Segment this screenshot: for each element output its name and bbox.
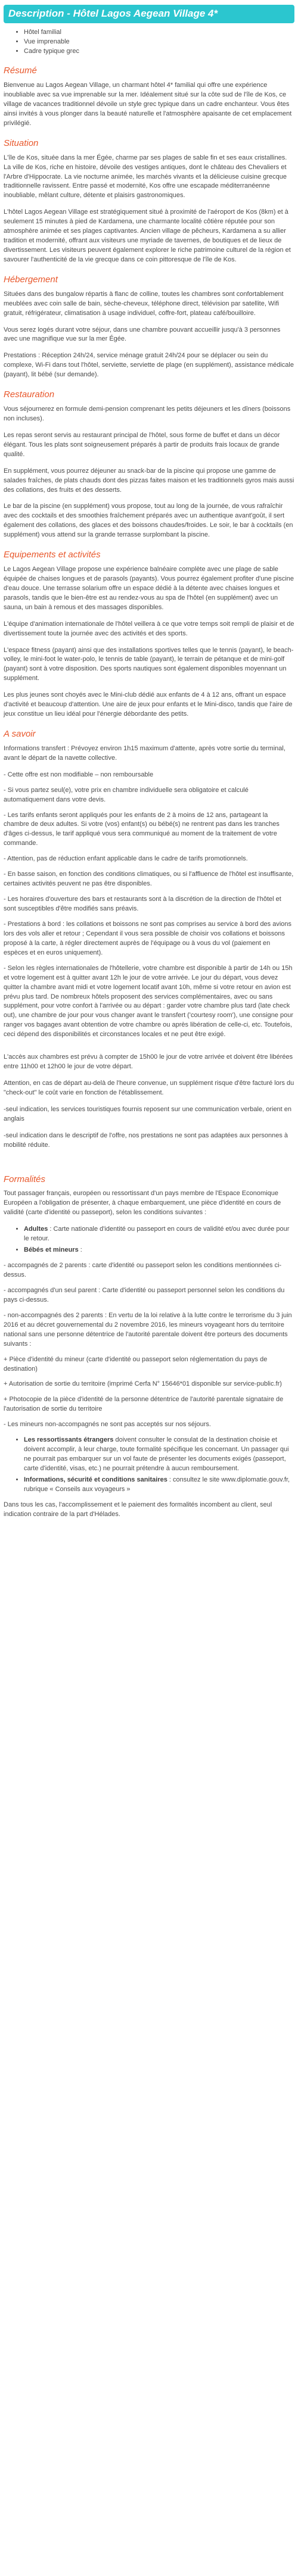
a-savoir-paragraph: -seul indication dans le descriptif de l'offre, nos prestations ne sont pas adaptées aux personnes à mobilité réduite. [4, 1131, 288, 1149]
hebergement-paragraph: Situées dans des bungalow répartis à flanc de colline, toutes les chambres sont confortablement meublées avec coin salle de bain, sèche-cheveux, téléphone direct, télévision par satellite, Wifi gratuit, réfrigérateur, climatisation à usage individuel, coffre-fort, plateau café/bouilloire. [4, 290, 284, 317]
formalites-paragraph: Dans tous les cas, l'accomplissement et le paiement des formalités incombent au client, seul indication contraire de la part d'Hélades. [4, 1501, 272, 1518]
formalites-list [4, 1225, 294, 1255]
section-title-resume: Résumé [4, 66, 37, 76]
page-title: Description - Hôtel Lagos Aegean Village 4* [4, 5, 294, 23]
equipements-paragraph: L'équipe d'animation internationale de l'hôtel veillera à ce que votre temps soit rempli de plaisir et de divertissement toute la journée avec des activités et des sports. [4, 620, 294, 637]
restauration-paragraph: Les repas seront servis au restaurant principal de l'hôtel, sous forme de buffet et dans un décor élégant. Tous les plats sont soigneusement préparés à partir de produits frais locaux de grande qualité. [4, 431, 280, 458]
highlights-list [4, 28, 294, 57]
list-item-lead: Informations, sécurité et conditions sanitaires [24, 1476, 167, 1483]
formalites-list [4, 1436, 294, 1495]
a-savoir-item: - Prestations à bord : les collations et boissons ne sont pas comprises au service à bord des avions lors des vols aller et retour ; Cependant il vous sera possible de choisir vos collations et boissons proposé à la carte, à régler directement auprès de l'équipage ou à vous du vol (paiement en espèces et en euros uniquement). [4, 920, 292, 956]
a-savoir-paragraph: -seul indication, les services touristiques fournis reposent sur une communication verbale, orient en anglais [4, 1105, 292, 1122]
formalites-item: + Photocopie de la pièce d'identité de la personne détentrice de l'autorité parentale signataire de l'autorisation de sortie du territoire [4, 1396, 284, 1413]
equipements-paragraph: Le Lagos Aegean Village propose une expérience balnéaire complète avec une plage de sable équipée de chaises longues et de parasols (payants). Vous pourrez également profiter d'une piscine d'eau douce. Une terrasse solarium offre un espace dédié à la détente avec chaises longues et parasols, tandis que le bien-être est au rendez-vous au spa de l'hôtel (en supplément) avec un sauna, un bain à remous et des massages disponibles. [4, 565, 294, 611]
section-title-hebergement: Hébergement [4, 274, 58, 285]
list-item-lead: Bébés et mineurs [24, 1246, 79, 1254]
formalites-item: + Autorisation de sortie du territoire (imprimé Cerfa N° 15646*01 disponible sur service-public.fr) [4, 1380, 282, 1388]
highlight-item: • Cadre typique grec [24, 47, 294, 57]
spacer [4, 1158, 294, 1165]
situation-paragraph: L'hôtel Lagos Aegean Village est stratégiquement situé à proximité de l'aéroport de Kos (8km) et à seulement 15 minutes à pied de Kardamena, une charmante localité côtière réputée pour son atmosphère animée et ses plages captivantes. Ancien village de pêcheurs, Kardamena a su allier tradition et modernité, offrant aux visiteurs une myriade de tavernes, de boutiques et de lieux de divertissement. Les visiteurs peuvent également explorer le riche patrimoine culturel de la région et savourer l'authenticité de la vie grecque dans ce coin pittoresque de l'île de Kos. [4, 208, 291, 264]
restauration-paragraph: En supplément, vous pourrez déjeuner au snack-bar de la piscine qui propose une gamme de salades fraîches, de plats chauds dont des pizzas faites maison et les traditionnels gyros mais aussi des collations, des fruits et des desserts. [4, 467, 294, 494]
restauration-paragraph: Vous séjournerez en formule demi-pension comprenant les petits déjeuners et les dîners (boissons non incluses). [4, 405, 291, 422]
a-savoir-paragraph: L'accès aux chambres est prévu à compter de 15h00 le jour de votre arrivée et doivent être libérées entre 11h00 et 12h00 le jour de votre départ. [4, 1053, 293, 1071]
hebergement-paragraph: Vous serez logés durant votre séjour, dans une chambre pouvant accueillir jusqu'à 3 personnes avec une magnifique vue sur la mer Égée. [4, 326, 281, 343]
a-savoir-paragraph: Attention, en cas de départ au-delà de l'heure convenue, un supplément risque d'être facturé lors du "check-out" le coût varie en fonction de l'établissement. [4, 1080, 294, 1097]
a-savoir-item: - Les tarifs enfants seront appliqués pour les enfants de 2 à moins de 12 ans, partageant la chambre de deux adultes. Si votre (vos) enfant(s) ou bébé(s) ne rentrent pas dans les tranches d'âges ci-dessus, le tarif appliqué vous sera communiqué au moment de la traitement de votre commande. [4, 811, 280, 847]
formalites-item: - Les mineurs non-accompagnés ne sont pas acceptés sur nos séjours. [4, 1421, 211, 1429]
list-item [24, 1225, 294, 1244]
list-item-text: doivent consulter le consulat de la destination choisie et doivent accomplir, à leur charge, toute formalité spécifique les concernant. Un passager qui ne pourrait pas embarquer sur un vol faute de présenter les documents exigés (passeport, carte d'identité, visas, etc.) ne pourrait prétendre à aucun remboursement. [24, 1436, 289, 1473]
situation-paragraph: L'île de Kos, située dans la mer Égée, charme par ses plages de sable fin et ses eaux cristallines. La ville de Kos, riche en histoire, dévoile des vestiges antiques, dont le château des Chevaliers et l'Arbre d'Hippocrate. La vie nocturne animée, les marchés vivants et la délicieuse cuisine grecque traditionnelle ravissent. Entre passé et modernité, Kos offre une escapade méditerranéenne inoubliable, mêlant culture, détente et plaisirs gastronomiques. [4, 154, 287, 199]
equipements-paragraph: L'espace fitness (payant) ainsi que des installations sportives telles que le tennis (payant), le beach-volley, le mini-foot le water-polo, le tennis de table (payant), le terrain de pétanque et de mini-golf (payant) sont à votre disposition. Des sports nautiques sont également disponibles moyennant un supplément. [4, 646, 294, 682]
list-item-text: : Carte nationale d'identité ou passeport en cours de validité et/ou avec durée pour le retour. [24, 1225, 290, 1243]
list-item [24, 1476, 294, 1495]
highlight-item: • Vue imprenable [24, 38, 294, 47]
spacer [4, 1046, 294, 1053]
formalites-item: - non-accompagnés des 2 parents : En vertu de la loi relative à la lutte contre le terrorisme du 3 juin 2016 et au décret gouvernemental du 2 novembre 2016, les mineurs voyageant hors du territoire national sans une personne détentrice de l'autorité parentale doivent être porteurs des documents suivants : [4, 1311, 292, 1348]
highlight-item: • Hôtel familial [24, 28, 294, 38]
list-item-text: : consultez le site www.diplomatie.gouv.fr, rubrique « Conseils aux voyageurs » [24, 1476, 290, 1493]
a-savoir-item: - Les horaires d'ouverture des bars et restaurants sont à la discrétion de la direction de l'hôtel et sont susceptibles d'être modifiés sans préavis. [4, 896, 281, 913]
list-item [24, 1436, 294, 1474]
a-savoir-item: - Cette offre est non modifiable – non remboursable [4, 771, 154, 778]
a-savoir-item: - En basse saison, en fonction des conditions climatiques, ou si l'affluence de l'hôtel est insuffisante, certaines activités peuvent ne pas être disponibles. [4, 871, 294, 888]
a-savoir-item: - Attention, pas de réduction enfant applicable dans le cadre de tarifs promotionnels. [4, 855, 248, 863]
section-title-formalites: Formalités [4, 1174, 46, 1184]
section-title-a-savoir: A savoir [4, 729, 36, 740]
list-item-text: : [78, 1246, 82, 1254]
formalites-paragraph: Tout passager français, européen ou ressortissant d'un pays membre de l'Espace Economique Européen a l'obligation de présenter, à chaque embarquement, une pièce d'identité en cours de validité (carte d'identité ou passeport), selon les conditions suivantes : [4, 1190, 281, 1217]
restauration-paragraph: Le bar de la piscine (en supplément) vous propose, tout au long de la journée, de vous rafraîchir avec des cocktails et des smoothies fraîchement préparés avec un authentique avant'goût, il sert également des collations, des glaces et des boissons chaudes/froides. Le soir, le bar à cocktails (en supplément) vous attend sur la grande terrasse surplombant la piscine. [4, 503, 293, 539]
formalites-item: - accompagnés de 2 parents : carte d'identité ou passeport selon les conditions mentionnées ci-dessus. [4, 1262, 282, 1279]
formalites-item: - accompagnés d'un seul parent : Carte d'identité ou passeport personnel selon les conditions du pays ci-dessus. [4, 1286, 285, 1303]
section-title-situation: Situation [4, 138, 39, 148]
resume-paragraph: Bienvenue au Lagos Aegean Village, un charmant hôtel 4* familial qui offre une expérience inoubliable avec sa vue imprenable sur la mer. Idéalement situé sur la côte sud de l'île de Kos, ce village de vacances traditionnel dévoile un style grec typique dans un cadre enchanteur. Vous êtes ainsi invités à vous plonger dans la beauté naturelle et l'atmosphère apaisante de cet emplacement privilégié. [4, 82, 292, 127]
hebergement-paragraph: Prestations : Réception 24h/24, service ménage gratuit 24h/24 pour se déplacer ou sein du complexe, Wi-Fi dans tout l'hôtel, serviette, serviette de plage (en supplément), assistance médicale (payant), lit bébé (sur demande). [4, 352, 294, 379]
equipements-paragraph: Les plus jeunes sont choyés avec le Mini-club dédié aux enfants de 4 à 12 ans, offrant un espace d'activité et beaucoup d'attention. Une aire de jeux pour enfants et le Mini-disco, tandis que l'aire de jeux constitue un lieu idéal pour l'énergie débordante des petits. [4, 691, 293, 718]
section-title-restauration: Restauration [4, 389, 55, 400]
section-title-equipements: Equipements et activités [4, 550, 101, 560]
list-item-lead: Les ressortissants étrangers [24, 1436, 114, 1444]
list-item [24, 1246, 294, 1255]
a-savoir-paragraph: Informations transfert : Prévoyez environ 1h15 maximum d'attente, après votre sortie du terminal, avant le départ de la navette collective. [4, 744, 285, 762]
formalites-item: + Pièce d'identité du mineur (carte d'identité ou passeport selon réglementation du pays de destination) [4, 1355, 268, 1373]
a-savoir-item: - Si vous partez seul(e), votre prix en chambre individuelle sera obligatoire et calculé automatiquement dans votre devis. [4, 786, 249, 803]
a-savoir-item: - Selon les règles internationales de l'hôtellerie, votre chambre est disponible à partir de 14h ou 15h et votre logement est à quitter avant 12h le jour de votre arrivée. Le jour du départ, vous devez quitter la chambre avant midi et votre logement locatif avant 10h, même si votre retour en avion est prévu plus tard. De nombreux hôtels proposent des services complémentaires, avec ou sans supplément, pour votre confort à l'arrivée ou au départ : garder votre chambre plus tard (late check out), une chambre de jour pour vous changer avant le transfert ('courtesy room'), une consigne pour ranger vos bagages avant obtention de votre chambre ou après libération de celle-ci, etc. Toutefois, ceci dépend des disponibilités et circonstances locales et ne peut être exigé. [4, 964, 294, 1038]
list-item-lead: Adultes [24, 1225, 48, 1233]
